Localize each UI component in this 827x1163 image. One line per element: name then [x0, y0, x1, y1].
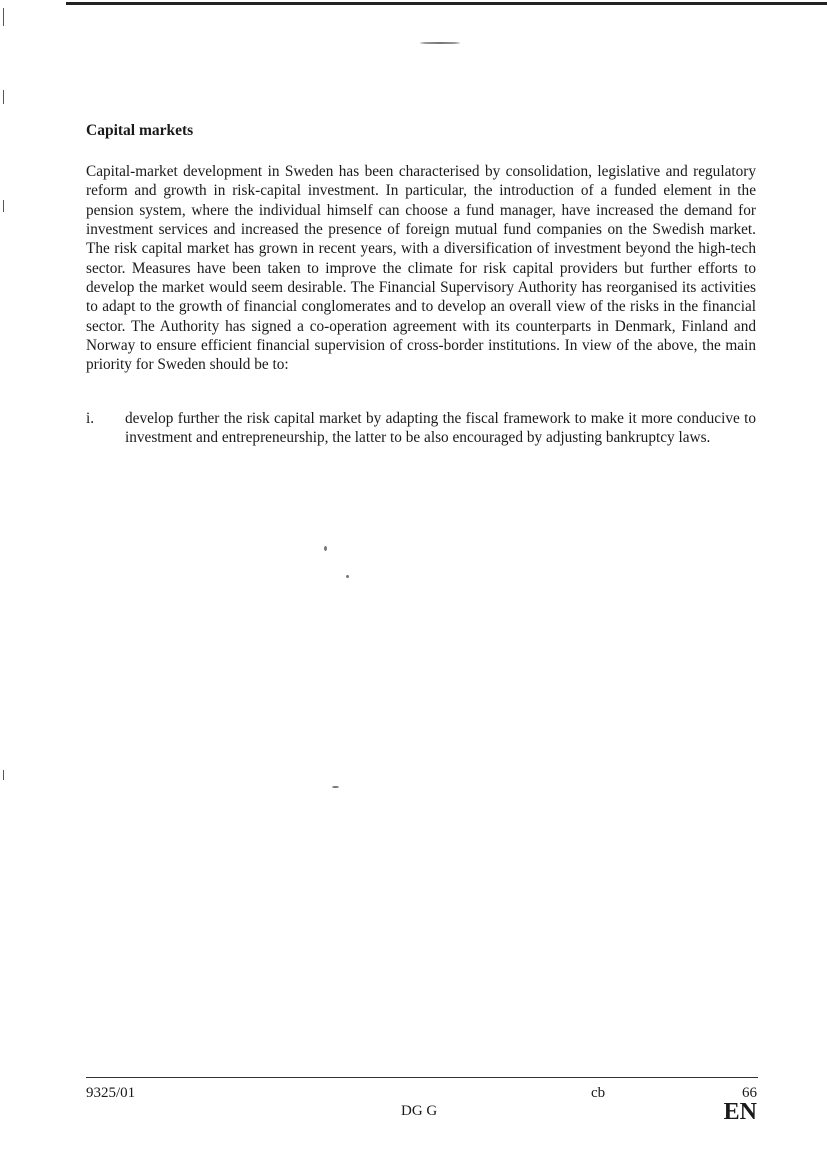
top-border-rule — [66, 2, 827, 5]
scan-speck — [324, 546, 327, 551]
footer-rule — [86, 1077, 758, 1078]
list-item-text: develop further the risk capital market by adapting the fiscal framework to make it more conducive to investment and entrepreneurship, the latter to be also encouraged by adjusting bankruptcy laws. — [125, 410, 756, 447]
section-heading: Capital markets — [86, 122, 194, 139]
list-item — [86, 409, 756, 448]
scan-speck — [346, 575, 349, 578]
footer-initials: cb — [591, 1085, 606, 1101]
footer-language-code: EN — [723, 1099, 757, 1125]
footer-document-reference: 9325/01 — [86, 1085, 136, 1101]
scan-speck — [420, 42, 460, 44]
footer-page-number: 66 — [742, 1085, 757, 1101]
scan-speck — [332, 786, 339, 788]
left-margin-mark — [3, 770, 4, 780]
left-margin-mark — [3, 90, 4, 104]
priority-list — [86, 409, 756, 448]
footer-department: DG G — [401, 1103, 438, 1119]
left-margin-mark — [3, 200, 4, 212]
left-margin-mark — [3, 8, 4, 26]
body-paragraph: Capital-market development in Sweden has been characterised by consolidation, legislative and regulatory reform and growth in risk-capital investment. In particular, the introduction of a funded element in the pension system, where the individual himself can choose a fund manager, have increased the demand for investment services and increased the presence of foreign mutual fund companies on the Swedish market. The risk capital market has grown in recent years, with a diversification of investment beyond the high-tech sector. Measures have been taken to improve the climate for risk capital providers but further efforts to develop the market would seem desirable. The Financial Supervisory Authority has reorganised its activities to adapt to the growth of financial conglomerates and to develop an overall view of the risks in the financial sector. The Authority has signed a co-operation agreement with its counterparts in Denmark, Finland and Norway to ensure efficient financial supervision of cross-border institutions. In view of the above, the main priority for Sweden should be to: — [86, 163, 756, 374]
list-item-marker: i. — [86, 410, 95, 427]
